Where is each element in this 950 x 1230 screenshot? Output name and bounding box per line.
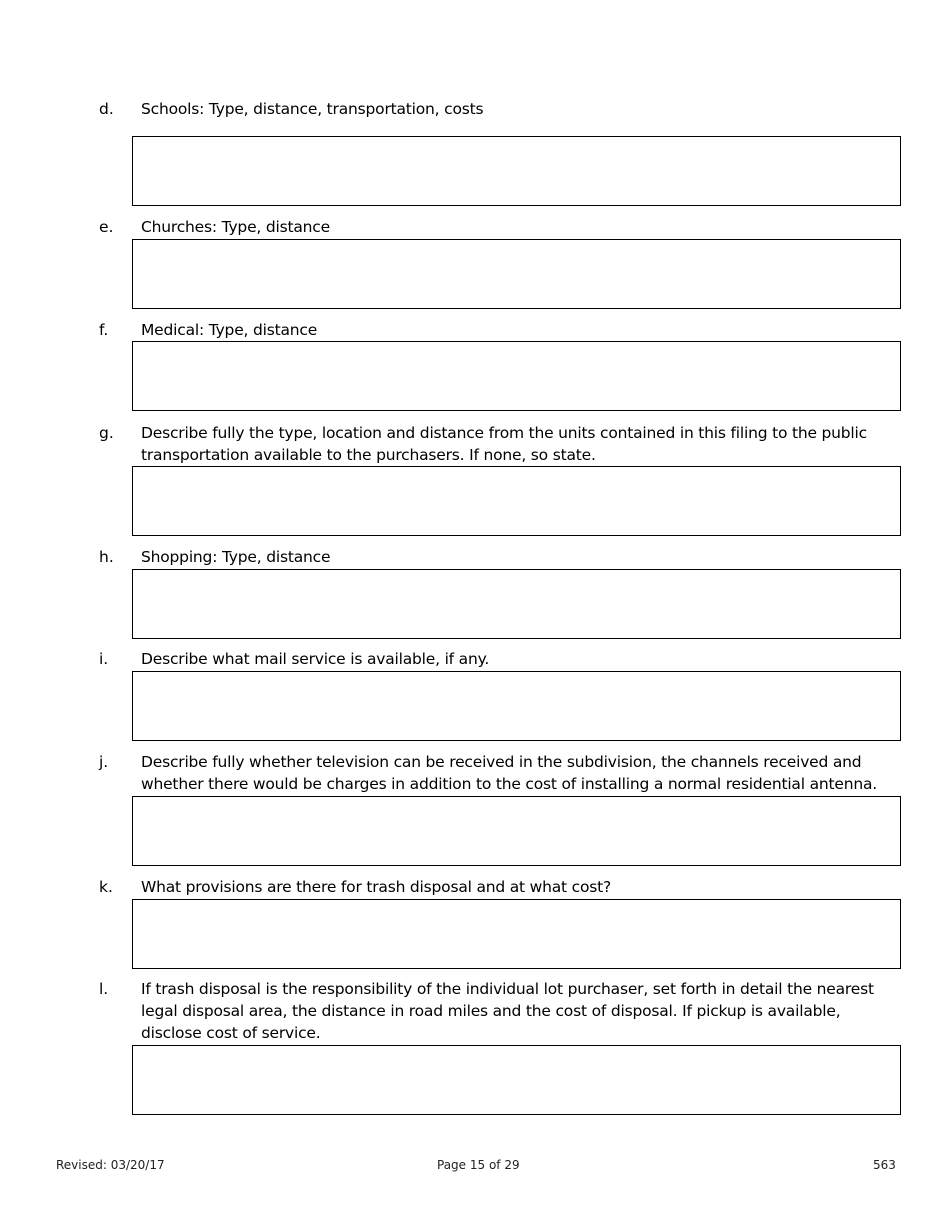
question-text: If trash disposal is the responsibility of the individual lot purchaser, set forth in detail the nearest legal disposal area, the distance in road miles and the cost of disposal. If pickup is available, disclose cost of service. [141, 980, 874, 1042]
question-text: Churches: Type, distance [141, 218, 330, 236]
answer-box-trash-disposal[interactable] [132, 1045, 901, 1115]
question-letter: j. [99, 753, 109, 771]
question-text: Describe fully whether television can be received in the subdivision, the channels received and whether there would be charges in addition to the cost of installing a normal residential antenna. [141, 753, 877, 793]
question-letter: e. [99, 218, 114, 236]
question-text: Describe fully the type, location and distance from the units contained in this filing to the public transportation available to the purchasers. If none, so state. [141, 424, 867, 464]
answer-box-shopping[interactable] [132, 569, 901, 639]
question-letter: l. [99, 980, 109, 998]
answer-box-churches[interactable] [132, 239, 901, 309]
question-text: Describe what mail service is available, if any. [141, 650, 490, 668]
question-letter: k. [99, 878, 113, 896]
answer-box-transportation[interactable] [132, 466, 901, 536]
question-text: Schools: Type, distance, transportation, costs [141, 100, 484, 118]
question-letter: g. [99, 424, 114, 442]
revised-date: Revised: 03/20/17 [56, 1158, 165, 1172]
answer-box-trash-provisions[interactable] [132, 899, 901, 969]
answer-box-television[interactable] [132, 796, 901, 866]
question-text: What provisions are there for trash disposal and at what cost? [141, 878, 612, 896]
question-text: Shopping: Type, distance [141, 548, 331, 566]
question-text: Medical: Type, distance [141, 321, 318, 339]
form-number: 563 [873, 1158, 896, 1172]
question-letter: d. [99, 100, 114, 118]
question-letter: i. [99, 650, 109, 668]
answer-box-schools[interactable] [132, 136, 901, 206]
question-letter: f. [99, 321, 109, 339]
page-number: Page 15 of 29 [437, 1158, 520, 1172]
answer-box-medical[interactable] [132, 341, 901, 411]
answer-box-mail-service[interactable] [132, 671, 901, 741]
question-letter: h. [99, 548, 114, 566]
